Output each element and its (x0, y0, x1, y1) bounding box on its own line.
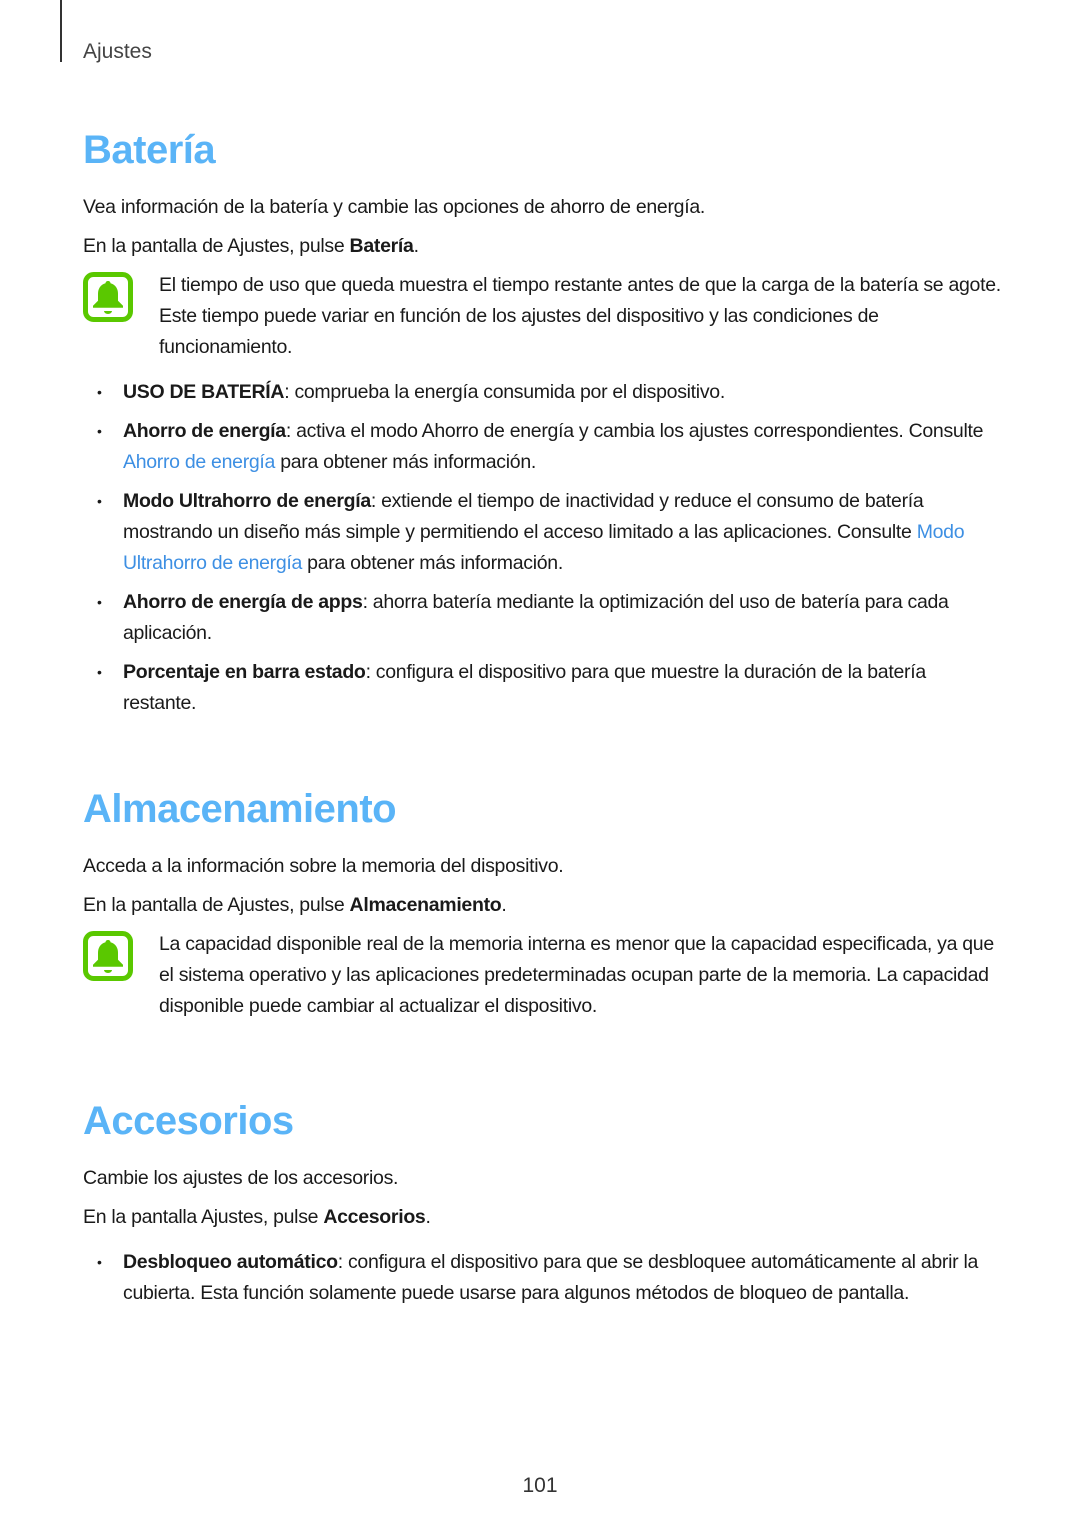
list-item (83, 377, 1003, 408)
item-text: para obtener más información. (302, 552, 563, 574)
item-term: USO DE BATERÍA (123, 381, 285, 403)
section-accesorios (83, 1097, 1003, 1317)
path-text: En la pantalla Ajustes, pulse (83, 1206, 324, 1228)
path-end: . (413, 235, 419, 257)
path-bold: Batería (349, 235, 414, 257)
header-rule (60, 0, 62, 62)
item-text: : comprueba la energía consumida por el dispositivo. (284, 381, 725, 403)
link-ahorro-energia[interactable]: Ahorro de energía (123, 451, 276, 473)
section-title: Almacenamiento (83, 787, 397, 831)
item-term: Ahorro de energía de apps (123, 591, 363, 613)
path-instruction (83, 890, 1003, 921)
item-text: para obtener más información. (275, 451, 536, 473)
item-text: : extiende el tiempo de inactividad y reduce el consumo de batería mostrando un diseño más simple y permitiendo el acceso limitado a las aplicaciones. Consulte (123, 490, 924, 543)
section-title: Accesorios (83, 1099, 294, 1143)
link-modo-ultrahorro[interactable]: Modo Ultrahorro de energía (123, 521, 965, 574)
intro: Acceda a la información sobre la memoria del dispositivo. (83, 855, 564, 877)
path-bold: Accesorios (323, 1206, 426, 1228)
path-end: . (501, 894, 507, 916)
list-item (83, 416, 1003, 478)
path-instruction (83, 1202, 1003, 1233)
item-text: : configura el dispositivo para que se desbloquee automáticamente al abrir la cubierta. Esta función solamente puede usarse para algunos métodos de bloqueo de pantalla. (123, 1251, 979, 1304)
path-end: . (425, 1206, 431, 1228)
path-text: En la pantalla de Ajustes, pulse (83, 894, 350, 916)
path-text: En la pantalla de Ajustes, pulse (83, 235, 350, 257)
list-item (83, 486, 1003, 579)
item-term: Modo Ultrahorro de energía (123, 490, 371, 512)
path-bold: Almacenamiento (349, 894, 502, 916)
notification-bell-icon (83, 272, 133, 322)
intro: Vea información de la batería y cambie las opciones de ahorro de energía. (83, 196, 706, 218)
note (83, 270, 1003, 363)
note (83, 929, 1003, 1022)
options-list (83, 377, 1003, 719)
list-item (83, 587, 1003, 649)
item-term: Porcentaje en barra estado (123, 661, 366, 683)
list-item (83, 1247, 1003, 1309)
page-number: 101 (522, 1474, 558, 1497)
intro: Cambie los ajustes de los accesorios. (83, 1167, 399, 1189)
running-header: Ajustes (83, 40, 152, 63)
item-text: : activa el modo Ahorro de energía y cambia los ajustes correspondientes. Consulte (285, 420, 984, 442)
item-term: Ahorro de energía (123, 420, 286, 442)
path-instruction (83, 231, 1003, 262)
item-term: Desbloqueo automático (123, 1251, 338, 1273)
item-text: : configura el dispositivo para que muestre la duración de la batería restante. (123, 661, 926, 714)
note-text: El tiempo de uso que queda muestra el tiempo restante antes de que la carga de la batería se agote. Este tiempo puede variar en función de los ajustes del dispositivo y las condiciones de funcionamiento. (159, 274, 1001, 358)
notification-bell-icon (83, 931, 133, 981)
options-list (83, 1247, 1003, 1309)
section-bateria (83, 126, 1003, 727)
item-text: : ahorra batería mediante la optimización del uso de batería para cada aplicación. (123, 591, 949, 644)
section-almacenamiento (83, 785, 1003, 1022)
note-text: La capacidad disponible real de la memoria interna es menor que la capacidad especificada, ya que el sistema operativo y las aplicaciones predeterminadas ocupan parte de la memoria. La capacidad disponible puede cambiar al actualizar el dispositivo. (159, 933, 994, 1017)
list-item (83, 657, 1003, 719)
section-title: Batería (83, 128, 216, 172)
